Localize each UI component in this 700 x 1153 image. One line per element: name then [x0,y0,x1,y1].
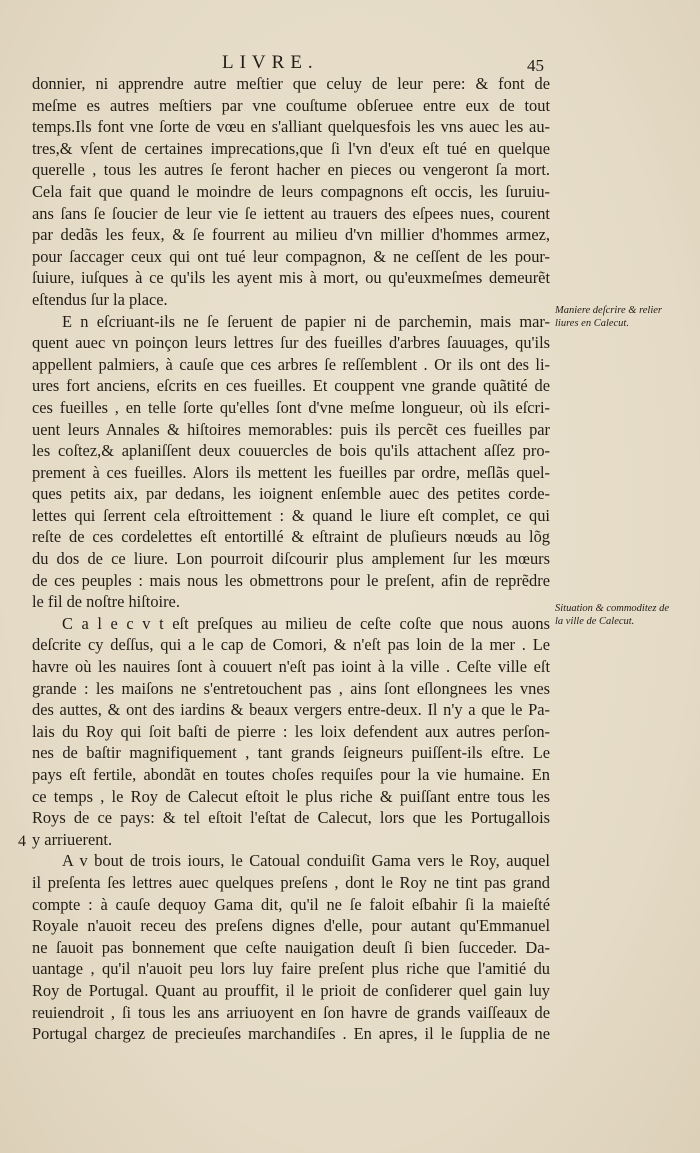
text-line: quent auec vn poinçon leurs lettres ſur des fueilles d'arbres ſauuages, qu'ils [32,333,550,353]
text-line: Royale n'auoit receu des preſens dignes d'elle, pour autant qu'Emmanuel [32,916,550,936]
text-line: Roys de ce pays: & tel eſtoit l'eſtat de Calecut, lors que les Portugallois [32,808,550,828]
text-line: appellent palmiers, à cauſe que ces arbres ſe reſſemblent . Or ils ont des li- [32,354,550,374]
running-head: LIVRE. [222,52,319,73]
text-line: ques petits aix, par dedans, les ioignent enſemble auec des petites corde- [32,484,550,504]
text-line: ces fueilles , en telle ſorte qu'elles ſont d'vne meſme longueur, où ils eſcri- [32,397,550,417]
text-line: il preſenta ſes lettres auec quelques preſens , dont le Roy ne tint pas grand [32,872,550,892]
text-line: les coſtez,& aplaniſſent deux couuercles de bois qu'ils attachent aſſez pro- [32,441,550,461]
text-line: C a l e c v t eſt preſques au milieu de ceſte coſte que nous auons [62,613,550,633]
text-line: grande : les maiſons ne s'entretouchent pas , ains ſont eſlongnees les vnes [32,678,550,698]
text-line: tres,& vſent de certaines imprecations,que ſi l'vn d'eux eſt tué en quelque [32,138,550,158]
page-number: 45 [527,56,544,75]
text-line: de ces peuples : mais nous les obmettrons pour le preſent, afin de reprẽdre [32,570,550,590]
text-line: havre où les nauires ſont à couuert n'eſt pas ioint à la ville . Ceſte ville eſt [32,657,550,677]
text-line: nes de baſtir magnifiquement , tant grands ſeigneurs puiſſent-ils eſtre. Le [32,743,550,763]
text-line: eſtendus ſur la place. [32,289,168,309]
text-line: lettes qui ſerrent cela eſtroittement : & quand le liure eſt complet, ce qui [32,505,550,525]
text-line: pour ſaccager ceux qui ont tué leur compagnon, & ne ceſſent de les pour- [32,246,550,266]
text-line: E n eſcriuant-ils ne ſe ſeruent de papier ni de parchemin, mais mar- [62,311,550,331]
text-line: pays eſt fertile, abondãt en toutes choſes requiſes pour la vie humaine. En [32,765,550,784]
text-line: ſuiure, iuſques à ce qu'ils les ayent mis à mort, ou qu'euxmeſmes demeurẽt [32,268,550,288]
text-line: lais du Roy qui ſoit baſti de pierre : les loix defendent aux autres perſon- [32,721,550,741]
text-line: uent leurs Annales & hiſtoires memorables: puis ils percẽt ces fueilles par [32,419,550,439]
text-line: des auttes, & ont des iardins & beaux vergers entre-deux. Il n'y a que le Pa- [32,700,550,720]
text-line: ce temps , le Roy de Calecut eſtoit le plus riche & puiſſant entre tous les [32,786,550,806]
text-line: ures fort anciens, eſcrits en ces fueilles. Et couppent vne grande quãtité de [32,376,550,396]
text-line: reſte de ces cordelettes eſt entortillé & eſtraint de pluſieurs nœuds au lõg [32,527,550,547]
text-line: Roy de Portugal. Quant au prouffit, il le prioit de conſiderer quel gain luy [32,980,550,1000]
margin-mark: 4 [18,833,26,850]
text-line: Portugal chargez de precieuſes marchandiſes . En apres, il le ſupplia de ne [32,1024,550,1044]
text-line: du dos de ce liure. Lon pourroit diſcourir plus amplement ſur les mœurs [32,549,550,569]
text-line: A v bout de trois iours, le Catoual conduiſit Gama vers le Roy, auquel [62,851,550,871]
text-line: ne ſauoit pas bonnement que ceſte nauigation deuſt ſi bien ſucceder. Da- [32,937,550,957]
text-line: temps.Ils font vne ſorte de vœu en s'alliant quelquesfois les vns auec les au- [32,117,550,137]
text-line: meſme es autres meſtiers par vne couſtume obſeruee entre eux de tout [32,95,550,115]
text-line: prement à ces fueilles. Alors ils mettent les fueilles par ordre, meſlãs quel- [32,462,550,482]
text-line: par dedãs les feux, & ſe fourrent au milieu d'vn millier d'hommes armez, [32,225,550,245]
sidenote-calecut: Situation & commoditez de la ville de Calecut. [555,603,670,627]
text-line: querelle , tous les autres ſe feront hacher en pieces ou vengeront ſa mort. [32,160,550,180]
text-line: le fil de noſtre hiſtoire. [32,592,180,612]
body-text [32,73,550,1045]
text-line: deſcrite cy deſſus, qui a le cap de Comori, & n'eſt pas loin de la mer . Le [32,635,550,655]
text-line: Cela fait que quand le moindre de leurs compagnons eſt occis, les ſuruiu- [32,181,550,201]
text-line: reuiendroit , ſi tous les ans arriuoyent en ſon havre de grands vaiſſeaux de [32,1002,550,1022]
text-line: ans ſans ſe ſoucier de leur vie ſe iettent au trauers des eſpees nues, courent [32,203,550,223]
sidenote-writing: Maniere deſcrire & relier liures en Calecut. [555,305,663,329]
text-line: donnier, ni apprendre autre meſtier que celuy de leur pere: & font de [32,74,550,93]
text-line: compte : à cauſe dequoy Gama dit, qu'il ne ſe faloit eſbahir ſi la maieſté [32,894,550,914]
text-line: y arriuerent. [32,829,113,849]
text-line: uantage , qu'il n'auoit peu lors luy faire preſent plus riche que l'amitié du [32,959,550,979]
